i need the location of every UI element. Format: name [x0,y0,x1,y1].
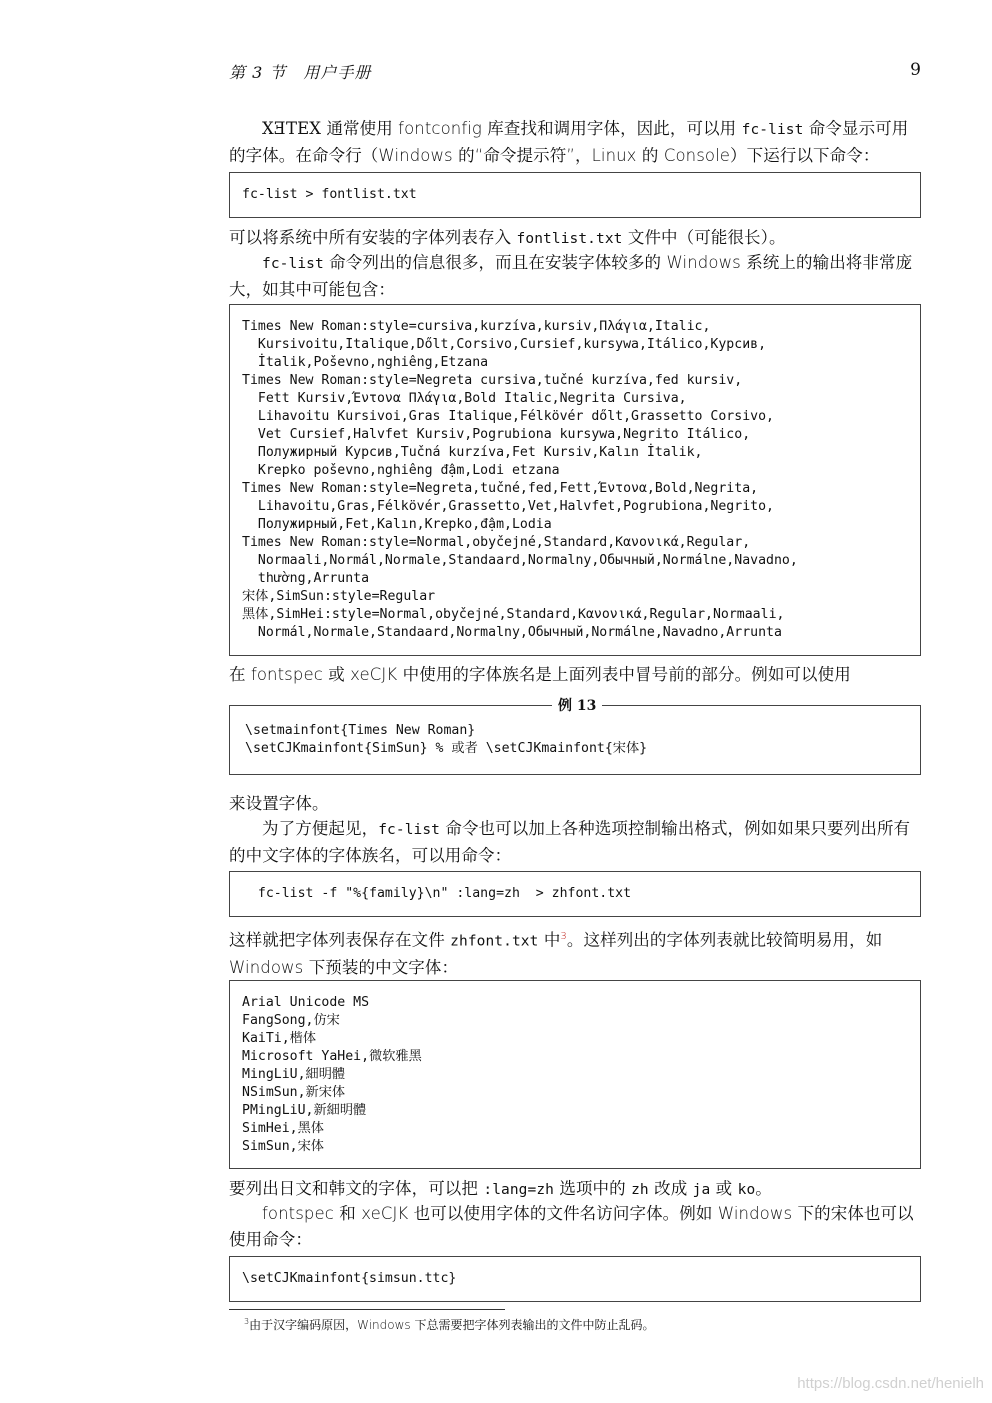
xetex-logo: XƎTEX [262,119,322,138]
page-number: 9 [910,60,921,80]
inline-code: fc-list [741,122,804,138]
code-text: \setCJKmainfont{simsun.ttc} [242,1271,457,1286]
footnote-reference[interactable]: 3 [560,931,567,942]
code-text: \setmainfont{Times New Roman} \setCJKmainfont{SimSun} % 或者 \setCJKmainfont{宋体} [245,723,648,756]
footnote [244,1316,654,1333]
example-13-box [229,705,921,775]
code-block-fc-list-zh [229,871,921,917]
paragraph-zhfont: 这样就把字体列表保存在文件 zhfont.txt 中$^3$。这样列出的字体列表就比较简明易用，如 Windows 下预装的中文字体： [229,930,883,977]
code-block-font-list-output [229,304,921,656]
footnote-mark: 3 [244,1317,250,1326]
code-text: Times New Roman:style=cursiva,kurzíva,kursiv,Πλάγια,Italic, Kursivoitu,Italique,Dőlt,Corsivo,Cursief,kursywa,Itálico,Курсив, İtalik,Poševno,nghiêng,Etzana Times New Roman:style=Negreta cursiva,tučné kurzíva,fed kursiv, Fett Kursiv,Έντονα Πλάγια,Bold Italic,Negrita Cursiva, Lihavoitu Kursivoi,Gras Italique,Félkövér dőlt,Grassetto Corsivo, Vet Cursief,Halvfet Kursiv,Pogrubiona kursywa,Negrito Itálico, Полужирный Курсив,Tučná kurzíva,Fet Kursiv,Kalın İtalik, Krepko poševno,nghiêng đậm,Lodi etzana Times New Roman:style=Negreta,tučné,fed,Fett,Έντονα,Bold,Negrita, Lihavoitu,Gras,Félkövér,Grassetto,Vet,Halvfet,Pogrubiona,Negrito, Полужирный,Fet,Kalın,Krepko,đậm,Lodia Times New Roman:style=Normal,obyčejné,Standard,Κανονικά,Regular, Normaali,Normál,Normale,Standaard,Normalny,Обычный,Normálne,Navadno, thường,Arrunta 宋体,SimSun:style=Regular 黑体,SimHei:style=Normal,obyčejné,Standard,Κανονικά,Regular,Normaali, Normál,Normale,Standaard,Normalny,Обычный,Normálne,Navadno,Arrunta [242,319,798,640]
code-text: Arial Unicode MS FangSong,仿宋 KaiTi,楷体 Microsoft YaHei,微软雅黑 MingLiU,細明體 NSimSun,新宋体 PMingLiU,新細明體 SimHei,黑体 SimSun,宋体 [242,995,422,1154]
code-text: fc-list -f "%{family}\n" :lang=zh > zhfont.txt [242,886,632,901]
example-label: 例 13 [552,695,602,715]
inline-code: ko [737,1182,756,1198]
paragraph-xetex-fontconfig: XƎTEX 通常使用 fontconfig 库查找和调用字体，因此，可以用 fc-list 命令显示可用的字体。在命令行（Windows 的“命令提示符”，Linux 的 Console）下运行以下命令： [229,119,909,165]
paragraph-font-family-name: 在 fontspec 或 xeCJK 中使用的字体族名是上面列表中冒号前的部分。例如可以使用 [229,665,851,684]
watermark: https://blog.csdn.net/henielh [797,1375,984,1392]
paragraph-fontlist: 可以将系统中所有安装的字体列表存入 fontlist.txt 文件中（可能很长）。 [229,228,786,247]
running-header [229,60,921,82]
paragraph-set-font: 来设置字体。 [229,794,329,813]
paragraph-fc-list-info: fc-list 命令列出的信息很多，而且在安装字体较多的 Windows 系统上的输出将非常庞大，如其中可能包含： [229,253,913,299]
inline-code: zhfont.txt [450,933,539,950]
code-block-windows-fonts [229,980,921,1169]
paragraph-fc-list-options: 为了方便起见，fc-list 命令也可以加上各种选项控制输出格式，例如如果只要列出所有的中文字体的字体族名，可以用命令： [229,819,911,865]
footnote-text: 由于汉字编码原因，Windows 下总需要把字体列表输出的文件中防止乱码。 [249,1318,655,1332]
inline-code: ja [692,1182,711,1198]
paragraph-ja-ko: 要列出日文和韩文的字体，可以把 :lang=zh 选项中的 zh 改成 ja 或 ko。 [229,1179,772,1198]
inline-code: :lang=zh [483,1182,554,1198]
inline-code: fc-list [378,822,441,838]
inline-code: fontlist.txt [516,231,623,247]
code-text: fc-list > fontlist.txt [242,187,417,202]
inline-code: fc-list [262,256,324,272]
paragraph-font-filename: fontspec 和 xeCJK 也可以使用字体的文件名访问字体。例如 Windows 下的宋体也可以使用命令： [229,1204,914,1249]
section-title: 第 3 节 用户手册 [229,63,372,82]
code-block-fc-list [229,172,921,218]
footnote-rule [229,1309,505,1310]
code-block-simsun-ttc [229,1256,921,1302]
inline-code: zh [631,1182,649,1198]
